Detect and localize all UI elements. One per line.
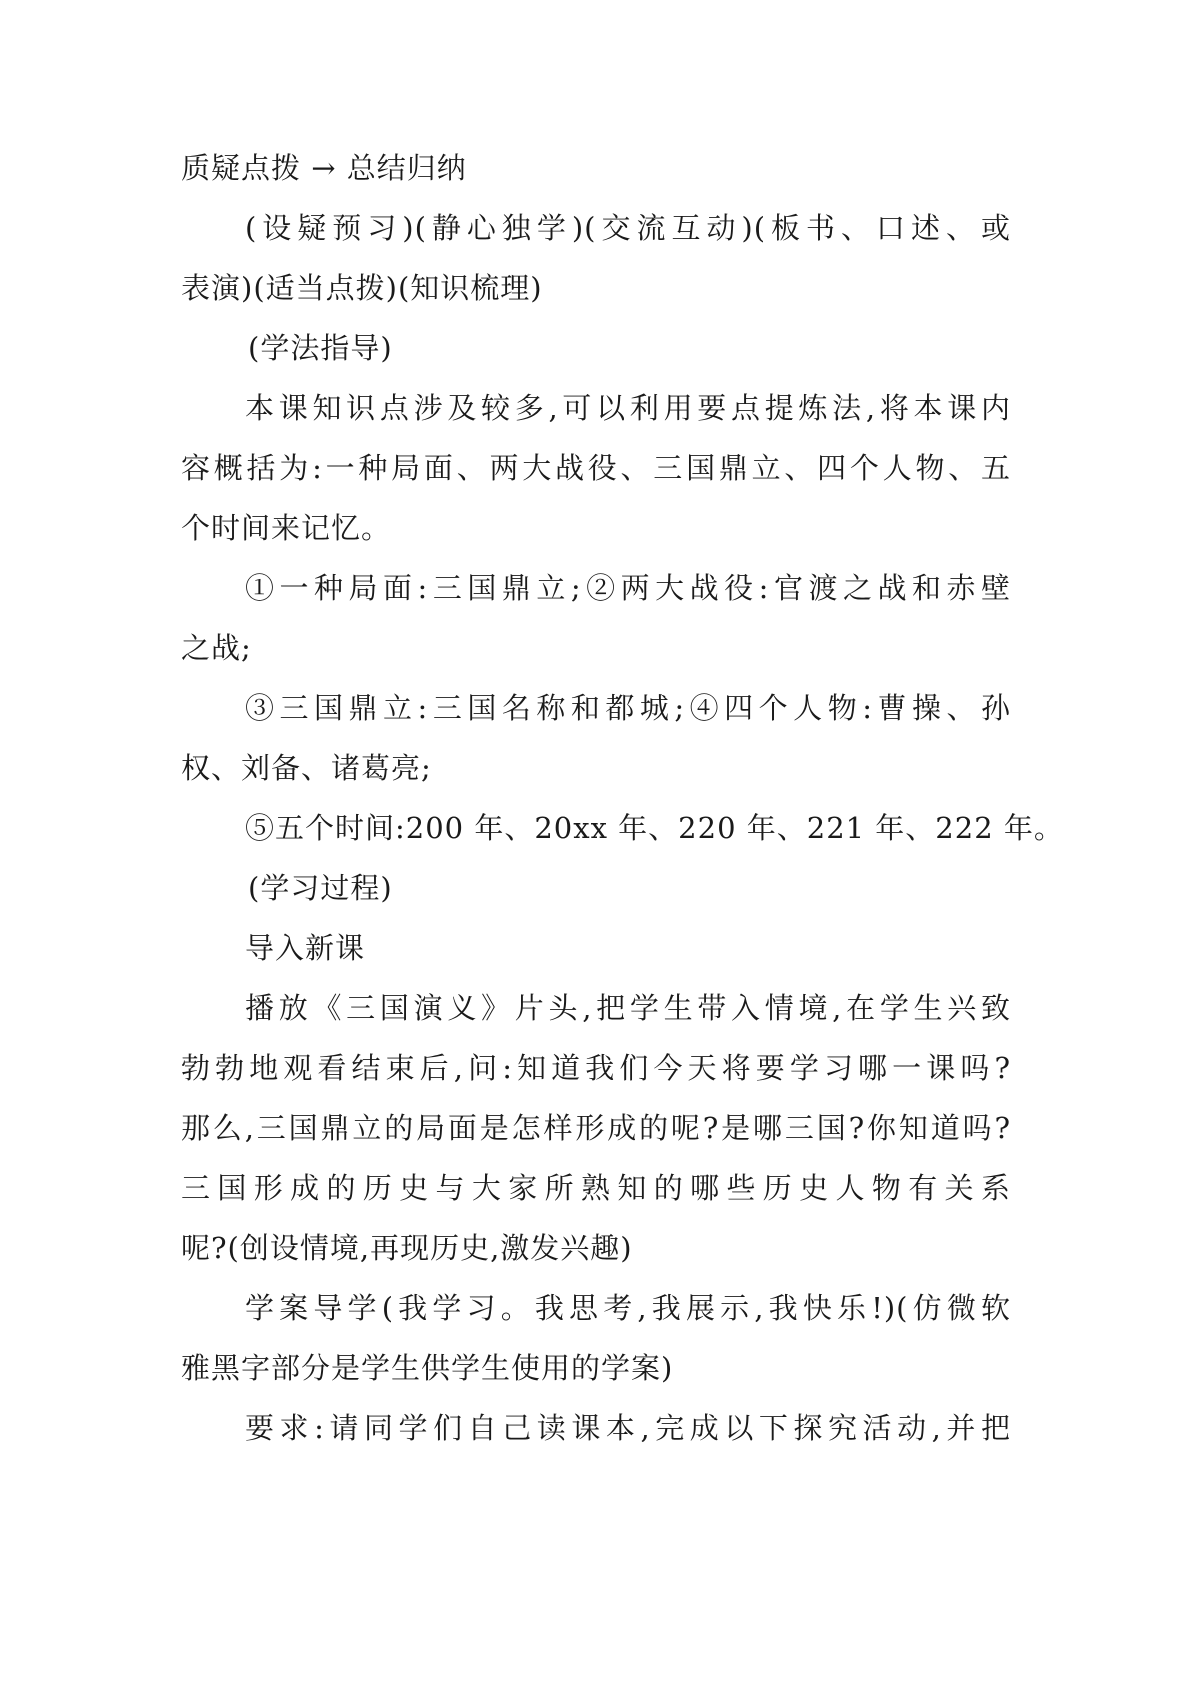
- text-line: 表演)(适当点拨)(知识梳理): [181, 271, 543, 305]
- text-line: 权、刘备、诸葛亮;: [181, 751, 432, 785]
- section-heading: (学法指导): [248, 331, 393, 365]
- text-line: 那么,三国鼎立的局面是怎样形成的呢?是哪三国?你知道吗?: [181, 1111, 1011, 1145]
- text-line: ⑤五个时间:200 年、20xx 年、220 年、221 年、222 年。: [245, 811, 1064, 845]
- text-line: 雅黑字部分是学生供学生使用的学案): [181, 1351, 674, 1385]
- text-line: (设疑预习)(静心独学)(交流互动)(板书、口述、或: [245, 211, 1011, 245]
- text-line: 勃勃地观看结束后,问:知道我们今天将要学习哪一课吗?: [181, 1051, 1011, 1085]
- text-line: 本课知识点涉及较多,可以利用要点提炼法,将本课内: [245, 391, 1011, 425]
- text-line: ③三国鼎立:三国名称和都城;④四个人物:曹操、孙: [245, 691, 1011, 725]
- text-line: 学案导学(我学习。我思考,我展示,我快乐!)(仿微软: [245, 1291, 1011, 1325]
- text-line: 三国形成的历史与大家所熟知的哪些历史人物有关系: [181, 1171, 1011, 1205]
- text-line: 之战;: [181, 631, 252, 665]
- text-line: ①一种局面:三国鼎立;②两大战役:官渡之战和赤壁: [245, 571, 1011, 605]
- text-line: 呢?(创设情境,再现历史,激发兴趣): [181, 1231, 633, 1265]
- text-line: 要求:请同学们自己读课本,完成以下探究活动,并把: [245, 1411, 1011, 1445]
- text-line: 容概括为:一种局面、两大战役、三国鼎立、四个人物、五: [181, 451, 1011, 485]
- text-line: 质疑点拨 → 总结归纳: [181, 151, 467, 185]
- text-line: 播放《三国演义》片头,把学生带入情境,在学生兴致: [245, 991, 1011, 1025]
- text-line: 个时间来记忆。: [181, 511, 392, 545]
- section-heading: (学习过程): [248, 871, 393, 905]
- section-heading: 导入新课: [245, 931, 366, 965]
